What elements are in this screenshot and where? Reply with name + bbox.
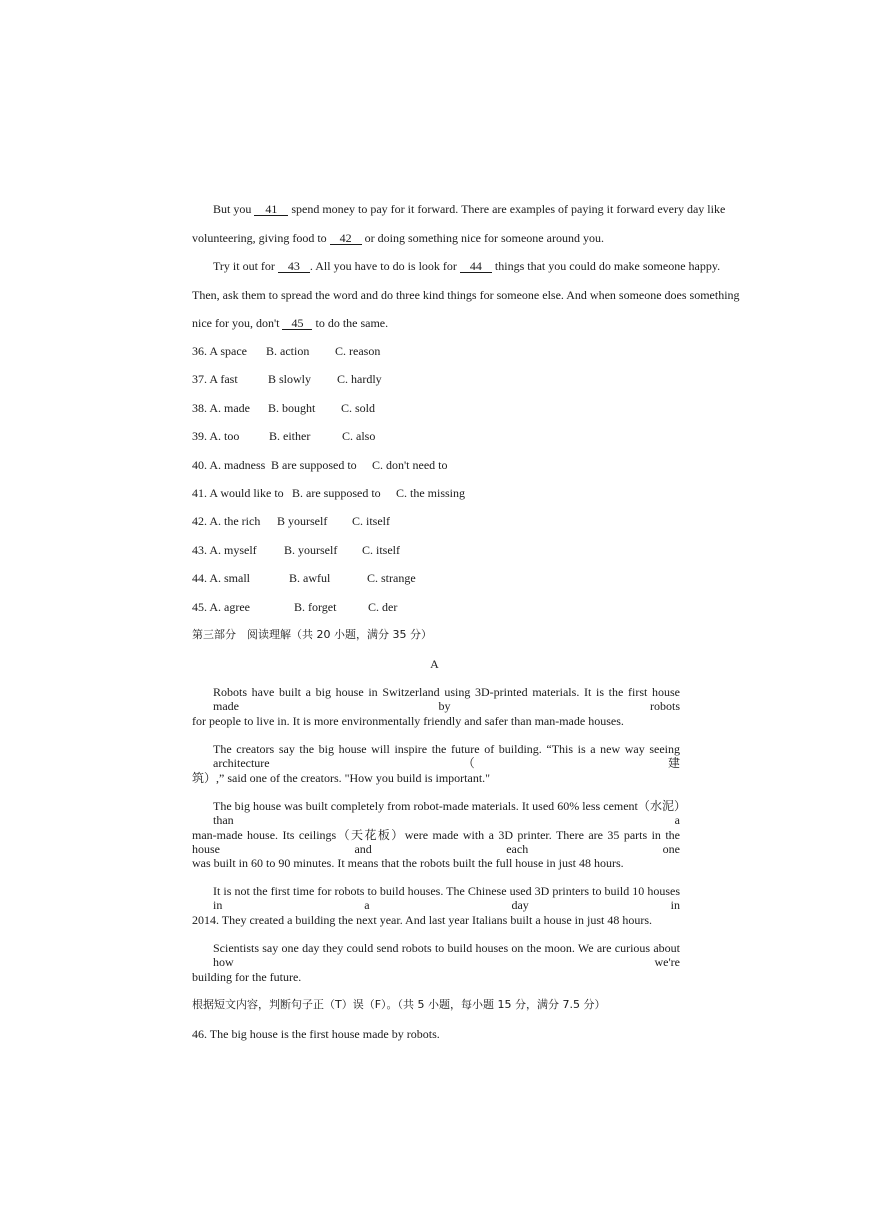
blank-41: 41 (254, 203, 288, 216)
passage-p2-line1: The creators say the big house will inspire the future of building. “This is a new way seeing architecture（建 (213, 742, 680, 770)
blank-45: 45 (282, 317, 312, 330)
option-row-39: 39. A. too B. either C. also (192, 429, 376, 443)
blank-43: 43 (278, 260, 310, 273)
tf-instruction: 根据短文内容，判断句子正（T）误（F）。（共 5 小题，每小题 15 分，满分 7.5 分） (192, 998, 606, 1011)
passage-p5-line2: building for the future. (192, 970, 302, 984)
passage-p3-line3: was built in 60 to 90 minutes. It means that the robots built the full house in just 48 hours. (192, 856, 624, 870)
passage-p3-line1: The big house was built completely from robot-made materials. It used 60% less cement（水泥）than a (213, 799, 680, 827)
option-row-45: 45. A. agree B. forget C. der (192, 600, 398, 614)
option-row-40: 40. A. madness B are supposed to C. don't need to (192, 458, 448, 472)
passage-p2-line2: 筑）,” said one of the creators. "How you build is important." (192, 771, 491, 785)
passage-p4-line2: 2014. They created a building the next year. And last year Italians built a house in just 48 hours. (192, 913, 653, 927)
option-row-42: 42. A. the rich B yourself C. itself (192, 514, 390, 528)
passage-p5-line1: Scientists say one day they could send robots to build houses on the moon. We are curious about how we're (213, 941, 680, 969)
cloze-para1-line1: But you 41 spend money to pay for it forward. There are examples of paying it forward every day like (213, 202, 726, 216)
option-row-38: 38. A. made B. bought C. sold (192, 401, 376, 415)
cloze-para2-line2: Then, ask them to spread the word and do three kind things for someone else. And when someone does something (192, 288, 740, 302)
option-row-43: 43. A. myself B. yourself C. itself (192, 543, 400, 557)
blank-42: 42 (330, 232, 362, 245)
passage-p4-line1: It is not the first time for robots to build houses. The Chinese used 3D printers to build 10 houses in a day in (213, 884, 680, 912)
cloze-para2-line3: nice for you, don't 45 to do the same. (192, 316, 389, 330)
passage-label: A (430, 657, 439, 671)
option-row-36: 36. A space B. action C. reason (192, 344, 381, 358)
passage-p1-line1: Robots have built a big house in Switzerland using 3D-printed materials. It is the first house made by robots (213, 685, 680, 713)
option-row-41: 41. A would like to B. are supposed to C. the missing (192, 486, 466, 500)
passage-p3-line2: man-made house. Its ceilings（天花板）were made with a 3D printer. There are 35 parts in the house and each one (192, 828, 680, 856)
question-46: 46. The big house is the first house made by robots. (192, 1027, 440, 1041)
passage-p1-line2: for people to live in. It is more environmentally friendly and safer than man-made houses. (192, 714, 624, 728)
cloze-para2-line1: Try it out for 43 . All you have to do is look for 44 things that you could do make someone happy. (213, 259, 721, 273)
cloze-para1-line2: volunteering, giving food to 42 or doing something nice for someone around you. (192, 231, 604, 245)
option-row-37: 37. A fast B slowly C. hardly (192, 372, 382, 386)
blank-44: 44 (460, 260, 492, 273)
section3-heading: 第三部分 阅读理解（共 20 小题，满分 35 分） (192, 628, 432, 641)
option-row-44: 44. A. small B. awful C. strange (192, 571, 416, 585)
